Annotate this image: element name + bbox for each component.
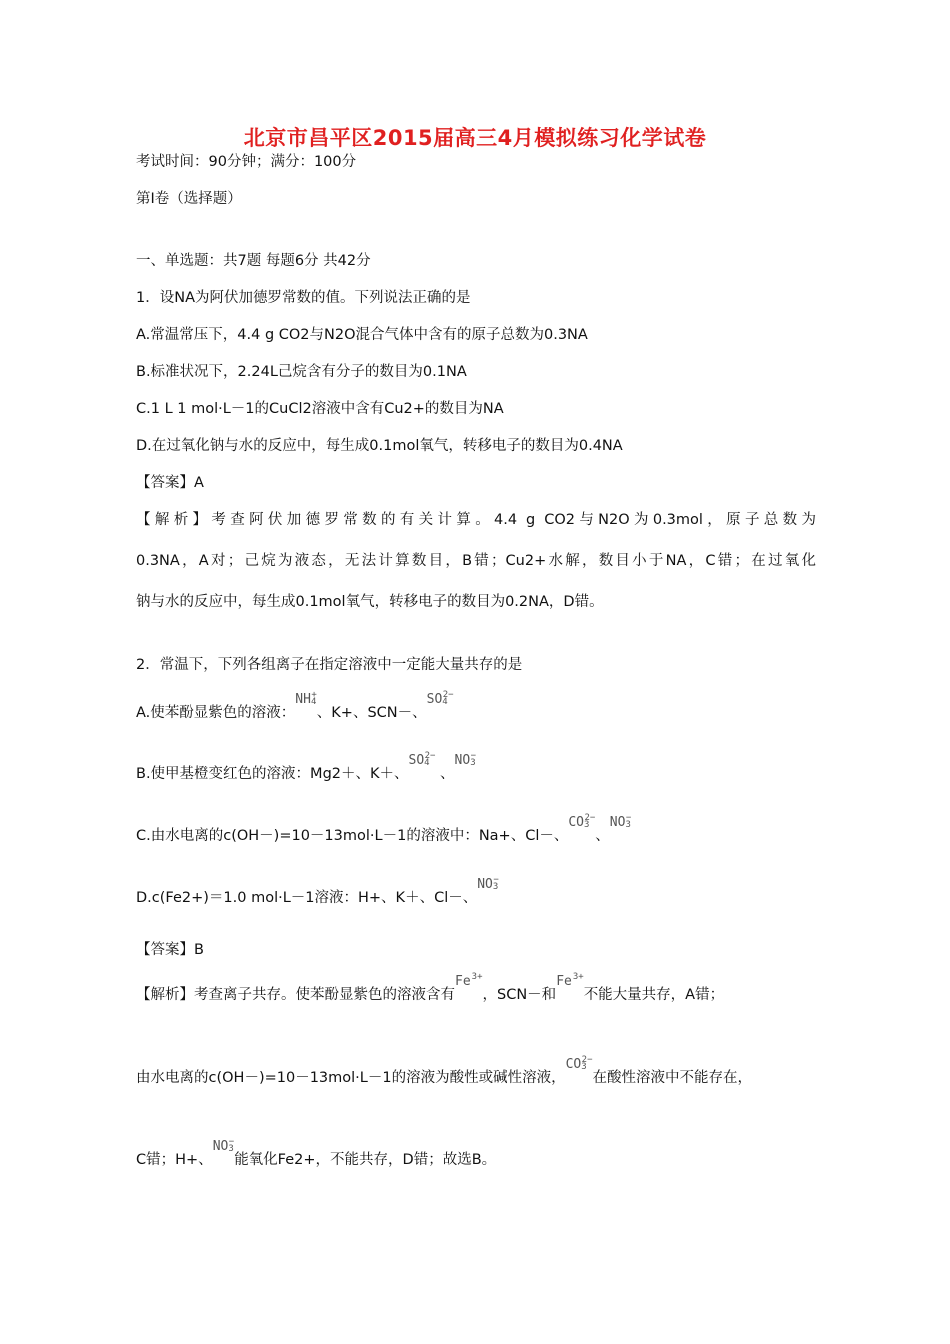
q2-analysis-line-1: [136, 972, 725, 1005]
sulfate-formula: [408, 751, 436, 768]
formula-base: CO: [568, 815, 585, 830]
formula-subscript: 4: [310, 697, 317, 707]
q1-answer: 【答案】A: [136, 475, 204, 491]
formula-base: NO: [477, 877, 493, 892]
q2-analysis-text: 在酸性溶液中不能存在，: [592, 1070, 753, 1086]
q2-option-c-separator: 、: [595, 828, 610, 844]
ferric-ion-formula: [455, 972, 483, 989]
formula-subscript: 3: [492, 882, 499, 892]
q2-option-b: [136, 751, 477, 784]
exam-info: 考试时间：90分钟；满分：100分: [136, 154, 357, 170]
formula-base: NO: [609, 815, 626, 830]
q1-analysis-line-3: 钠与水的反应中，每生成0.1mol氧气，转移电子的数目为0.2NA，D错。: [136, 594, 604, 610]
formula-superscript: 2−: [584, 813, 596, 823]
formula-superscript: −: [493, 875, 499, 885]
formula-superscript: +: [311, 690, 317, 700]
q1-option-b: B.标准状况下，2.24L己烷含有分子的数目为0.1NA: [136, 364, 467, 380]
formula-subscript: 3: [581, 1062, 587, 1072]
formula-superscript: 2−: [424, 751, 436, 761]
formula-subscript: 3: [228, 1144, 234, 1154]
q1-analysis-line-2: 0.3NA，A对；己烷为液态，无法计算数目，B错；Cu2+水解，数目小于NA，C错；在过氧化: [136, 553, 816, 569]
formula-superscript: −: [470, 751, 477, 761]
q2-option-b-separator: 、: [435, 766, 455, 782]
formula-base: SO: [426, 692, 443, 707]
q1-option-d: D.在过氧化钠与水的反应中，每生成0.1mol氧气，转移电子的数目为0.4NA: [136, 438, 623, 454]
q2-analysis-text: 由水电离的c(OH－)=10－13mol·L－1的溶液为酸性或碱性溶液，: [136, 1070, 566, 1086]
q2-analysis-line-3: [136, 1137, 497, 1170]
q2-analysis-line-2: [136, 1055, 753, 1088]
formula-base: Fe: [556, 974, 572, 989]
q1-analysis-line-1: 【解析】考查阿伏加德罗常数的有关计算。4.4 g CO2与N2O为0.3mol，原子总数为: [136, 512, 816, 528]
formula-base: NO: [212, 1139, 229, 1154]
q2-analysis-text: 【解析】考查离子共存。使苯酚显紫色的溶液含有: [136, 987, 455, 1003]
formula-subscript: 4: [442, 697, 448, 707]
formula-base: NH: [295, 692, 311, 707]
section-heading: 一、单选题：共7题 每题6分 共42分: [136, 253, 371, 269]
q2-analysis-text: 能氧化Fe2+，不能共存，D错；故选B。: [234, 1152, 497, 1168]
q2-answer: 【答案】B: [136, 942, 204, 958]
formula-superscript: 3+: [471, 972, 483, 982]
formula-superscript: 2−: [442, 690, 454, 700]
formula-base: Fe: [455, 974, 471, 989]
formula-base: NO: [454, 753, 471, 768]
q2-option-a-ions: 、K+、SCN－、: [316, 705, 427, 721]
formula-subscript: 4: [424, 758, 430, 768]
formula-superscript: 3+: [572, 972, 584, 982]
part-heading: 第I卷（选择题）: [136, 191, 242, 207]
sulfate-formula: [426, 690, 454, 707]
q1-stem: 1．设NA为阿伏加德罗常数的值。下列说法正确的是: [136, 290, 471, 306]
nitrate-formula: [212, 1137, 235, 1154]
formula-superscript: −: [228, 1137, 235, 1147]
q2-analysis-text: 不能大量共存，A错；: [583, 987, 725, 1003]
formula-superscript: 2−: [581, 1055, 593, 1065]
nitrate-formula: [454, 751, 477, 768]
q2-analysis-text: C错；H+、: [136, 1152, 213, 1168]
formula-subscript: 3: [584, 820, 590, 830]
q2-option-c-text: C.由水电离的c(OH－)=10－13mol·L－1的溶液中：Na+、Cl－、: [136, 828, 569, 844]
q1-option-a: A.常温常压下，4.4 g CO2与N2O混合气体中含有的原子总数为0.3NA: [136, 327, 588, 343]
q2-analysis-text: ，SCN－和: [482, 987, 557, 1003]
document-title: 北京市昌平区2015届高三4月模拟练习化学试卷: [243, 126, 707, 150]
formula-base: SO: [408, 753, 425, 768]
nitrate-formula: [477, 875, 499, 892]
formula-base: CO: [565, 1057, 582, 1072]
q1-option-c: C.1 L 1 mol·L－1的CuCl2溶液中含有Cu2+的数目为NA: [136, 401, 504, 417]
nitrate-formula: [609, 813, 632, 830]
formula-superscript: −: [625, 813, 632, 823]
q2-stem: 2．常温下，下列各组离子在指定溶液中一定能大量共存的是: [136, 657, 523, 673]
q2-option-d: [136, 875, 499, 908]
formula-subscript: 3: [625, 820, 631, 830]
ferric-ion-formula: [556, 972, 584, 989]
carbonate-formula: [565, 1055, 593, 1072]
q2-option-a: [136, 690, 454, 723]
q2-option-b-text: B.使甲基橙变红色的溶液：Mg2＋、K＋、: [136, 766, 409, 782]
carbonate-formula: [568, 813, 596, 830]
q2-option-a-text: A.使苯酚显紫色的溶液：: [136, 705, 296, 721]
formula-subscript: 3: [470, 758, 476, 768]
ammonium-formula: [295, 690, 317, 707]
q2-option-c: [136, 813, 632, 846]
q2-option-d-text: D.c(Fe2+)＝1.0 mol·L－1溶液：H+、K＋、Cl－、: [136, 890, 478, 906]
